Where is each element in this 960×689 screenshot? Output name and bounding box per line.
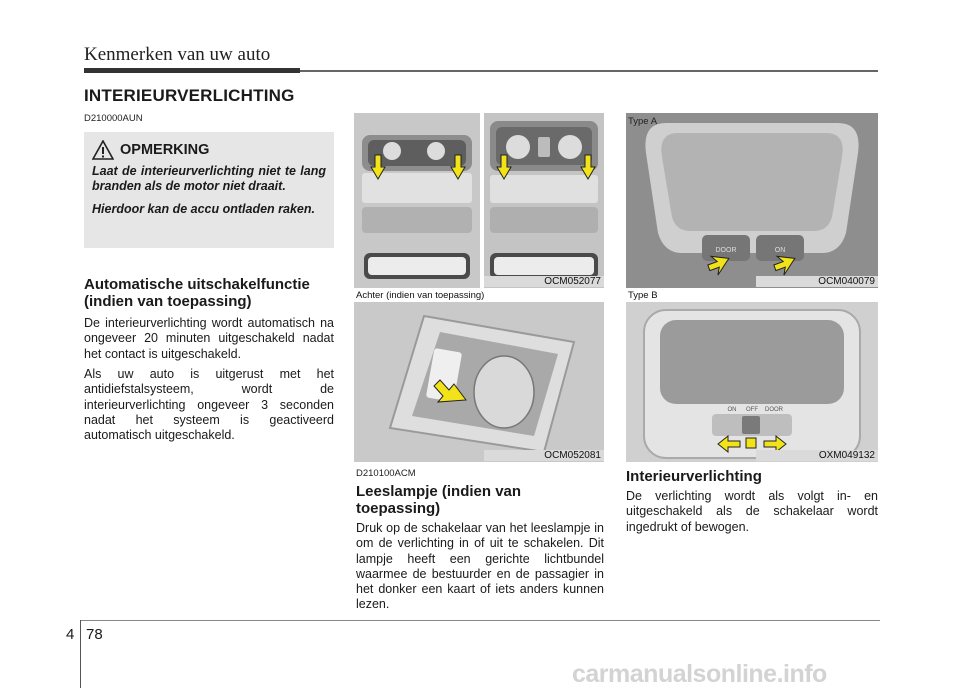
reading-lamp-code: D210100ACM xyxy=(356,468,416,479)
rear-photo-code: OCM052081 xyxy=(484,450,604,461)
reading-lamp-heading: Leeslampje (indien van toepassing) xyxy=(356,483,522,517)
section-title: INTERIEURVERLICHTING xyxy=(84,86,295,105)
warning-triangle-icon xyxy=(92,140,114,160)
auto-off-heading: Automatische uitschakelfunctie (indien van toepassing) xyxy=(84,276,310,310)
caution-box xyxy=(84,132,334,248)
rear-photo-label: Achter (indien van toepassing) xyxy=(356,290,485,301)
footer-rule xyxy=(80,620,880,621)
watermark: carmanualsonline.info xyxy=(572,660,827,688)
type-a-label: Type A xyxy=(628,116,658,127)
door-switch-label: DOOR xyxy=(715,247,737,254)
type-b-code: OXM049132 xyxy=(756,450,878,461)
type-b-label: Type B xyxy=(628,290,658,301)
reading-lamp-text: Druk op de schakelaar van het leeslampje in om de verlichting in of uit te schakelen. Dit lampje heeft een gerichte lichtbundel waarmee de bestuurder en de passagier in het donker een kaart of iets anders kunnen lezen. xyxy=(356,521,604,612)
on-position-label: ON xyxy=(727,407,737,413)
caution-text-1: Laat de interieurverlichting niet te lang branden als de motor niet draait. xyxy=(92,164,326,193)
running-title: Kenmerken van uw auto xyxy=(84,44,271,65)
front-photo-code: OCM052077 xyxy=(484,276,604,287)
page-number: 78 xyxy=(86,626,103,643)
front-lamp-photo-right xyxy=(484,113,604,288)
footer-divider xyxy=(80,620,81,688)
auto-off-text-1: De interieurverlichting wordt automatisch na ongeveer 20 minuten uitgeschakeld nadat het contact is uitgeschakeld. xyxy=(84,316,334,361)
interior-light-text: De verlichting wordt als volgt in- en uitgeschakeld als de schakelaar wordt ingedrukt of bewogen. xyxy=(626,489,878,534)
off-position-label: OFF xyxy=(746,407,758,413)
type-a-code: OCM040079 xyxy=(756,276,878,287)
header-rule-light xyxy=(300,70,878,72)
front-lamp-photo-left xyxy=(354,113,480,288)
section-code: D210000AUN xyxy=(84,113,143,124)
caution-title: OPMERKING xyxy=(120,142,210,158)
chapter-number: 4 xyxy=(66,626,75,643)
interior-light-heading: Interieurverlichting xyxy=(626,468,762,485)
type-b-lamp-photo xyxy=(626,302,878,462)
rear-lamp-photo xyxy=(354,302,604,462)
type-a-lamp-photo xyxy=(626,113,878,288)
door-position-label: DOOR xyxy=(765,407,783,413)
on-switch-label: ON xyxy=(774,247,786,254)
caution-header xyxy=(92,140,326,160)
auto-off-text-2: Als uw auto is uitgerust met het antidiefstalsysteem, wordt de interieurverlichting ongeveer 3 seconden nadat het systeem is geactiveerd automatisch uitgeschakeld. xyxy=(84,367,334,443)
header-rule-dark xyxy=(84,68,300,73)
caution-text-2: Hierdoor kan de accu ontladen raken. xyxy=(92,202,315,216)
